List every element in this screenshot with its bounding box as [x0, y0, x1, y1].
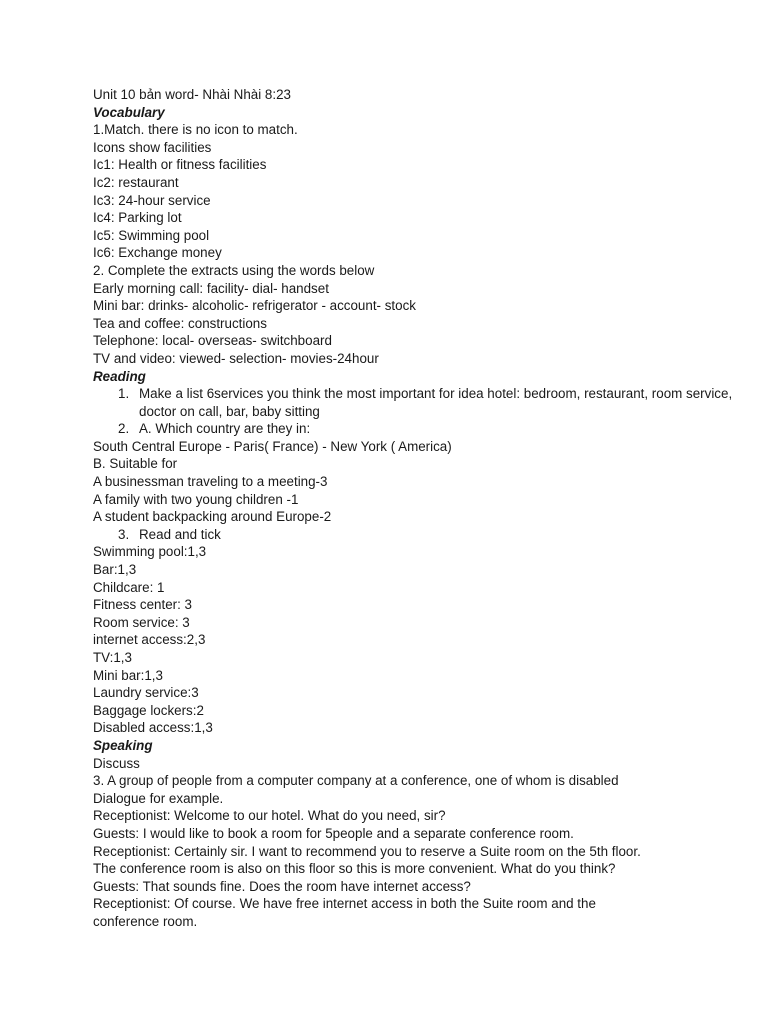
text-line: The conference room is also on this floor so this is more convenient. What do you think? [93, 861, 616, 877]
text-line: Fitness center: 3 [93, 597, 192, 613]
text-line: Telephone: local- overseas- switchboard [93, 333, 332, 349]
text-line: Swimming pool:1,3 [93, 544, 207, 560]
text-line: Ic4: Parking lot [93, 210, 182, 226]
text-line: Mini bar:1,3 [93, 667, 163, 683]
text-line: Laundry service:3 [93, 685, 199, 701]
text-line: TV:1,3 [93, 650, 132, 665]
text-line: Mini bar: drinks- alcoholic- refrigerator - account- stock [93, 298, 416, 314]
text-line: conference room. [93, 913, 198, 929]
list-number: 1. [118, 386, 130, 402]
text-line: Ic1: Health or fitness facilities [93, 157, 267, 173]
text-line: Tea and coffee: constructions [93, 315, 267, 331]
text-line: Receptionist: Certainly sir. I want to recommend you to reserve a Suite room on the 5th floor. [93, 843, 641, 859]
text-line: Icons show facilities [93, 139, 212, 155]
list-item-text: A. Which country are they in: [139, 421, 311, 437]
section-heading-vocabulary: Vocabulary [93, 104, 165, 120]
text-line: Childcare: 1 [93, 579, 165, 595]
text-line: TV and video: viewed- selection- movies-24hour [93, 350, 379, 366]
text-line: Ic6: Exchange money [93, 245, 222, 261]
text-line: B. Suitable for [93, 456, 178, 472]
list-item [93, 526, 733, 544]
list-number: 2. [118, 421, 130, 437]
document-title: Unit 10 bản word- Nhài Nhài 8:23 [93, 87, 291, 102]
text-line: Bar:1,3 [93, 562, 137, 578]
text-line: Early morning call: facility- dial- handset [93, 280, 329, 296]
text-line: 1.Match. there is no icon to match. [93, 122, 298, 138]
text-line: South Central Europe - Paris( France) - New York ( America) [93, 438, 452, 454]
document-page [93, 86, 733, 931]
section-heading-reading: Reading [93, 368, 146, 384]
text-line: Ic5: Swimming pool [93, 227, 210, 243]
text-line: Baggage lockers:2 [93, 702, 204, 718]
list-number: 3. [118, 526, 130, 542]
list-item-text: Make a list 6services you think the most important for idea hotel: bedroom, restaurant, room service, doctor on call, bar, baby sitting [139, 386, 733, 419]
text-line: A businessman traveling to a meeting-3 [93, 474, 328, 490]
text-line: Room service: 3 [93, 614, 190, 630]
text-line: internet access:2,3 [93, 632, 206, 648]
text-line: 3. A group of people from a computer company at a conference, one of whom is disabled [93, 773, 619, 789]
list-item-text: Read and tick [139, 526, 221, 542]
text-line: Discuss [93, 755, 140, 771]
text-line: Ic2: restaurant [93, 174, 179, 190]
text-line: Disabled access:1,3 [93, 720, 213, 736]
text-line: Guests: I would like to book a room for 5people and a separate conference room. [93, 825, 574, 841]
list-item [93, 385, 733, 420]
text-line: Receptionist: Welcome to our hotel. What do you need, sir? [93, 808, 446, 824]
text-line: Ic3: 24-hour service [93, 192, 211, 208]
text-line: A family with two young children -1 [93, 491, 299, 507]
list-item [93, 420, 733, 438]
text-line: Receptionist: Of course. We have free internet access in both the Suite room and the [93, 896, 596, 912]
text-line: A student backpacking around Europe-2 [93, 509, 332, 525]
text-line: 2. Complete the extracts using the words below [93, 262, 375, 278]
text-line: Dialogue for example. [93, 790, 224, 806]
section-heading-speaking: Speaking [93, 737, 153, 753]
text-line: Guests: That sounds fine. Does the room have internet access? [93, 878, 471, 894]
